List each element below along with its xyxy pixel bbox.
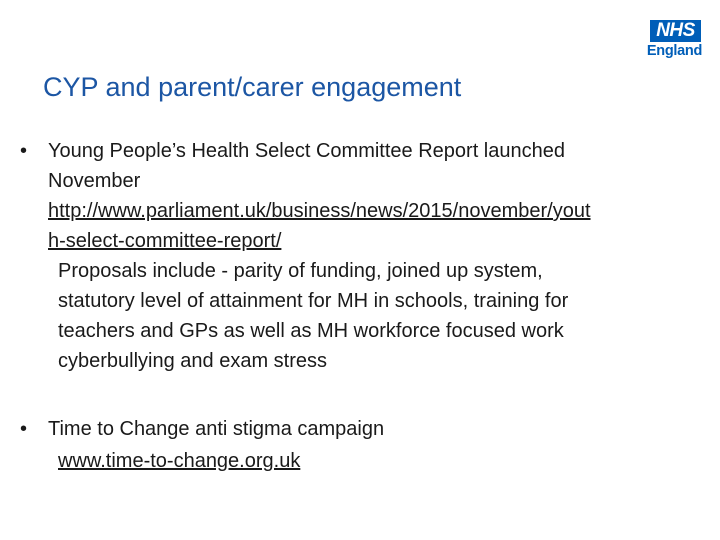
bullet-text-line: November	[48, 170, 141, 192]
bullet-text-line: Time to Change anti stigma campaign	[48, 418, 385, 440]
nhs-logo-badge: NHS	[650, 20, 701, 42]
bullet-marker: •	[20, 418, 28, 440]
parliament-report-link-continued[interactable]: h-select-committee-report/	[48, 230, 282, 252]
proposals-text-line: cyberbullying and exam stress	[58, 350, 328, 372]
parliament-report-link[interactable]: http://www.parliament.uk/business/news/2015/november/yout	[48, 200, 591, 222]
proposals-text-line: statutory level of attainment for MH in schools, training for	[58, 290, 569, 312]
proposals-text-line: Proposals include - parity of funding, joined up system,	[58, 260, 543, 282]
time-to-change-link[interactable]: www.time-to-change.org.uk	[58, 450, 301, 472]
slide-title: CYP and parent/carer engagement	[43, 72, 462, 102]
proposals-text-line: teachers and GPs as well as MH workforce focused work	[58, 320, 564, 342]
bullet-text-line: Young People’s Health Select Committee Report launched	[48, 140, 565, 162]
nhs-logo-subtitle: England	[646, 43, 702, 59]
bullet-marker: •	[20, 140, 28, 162]
